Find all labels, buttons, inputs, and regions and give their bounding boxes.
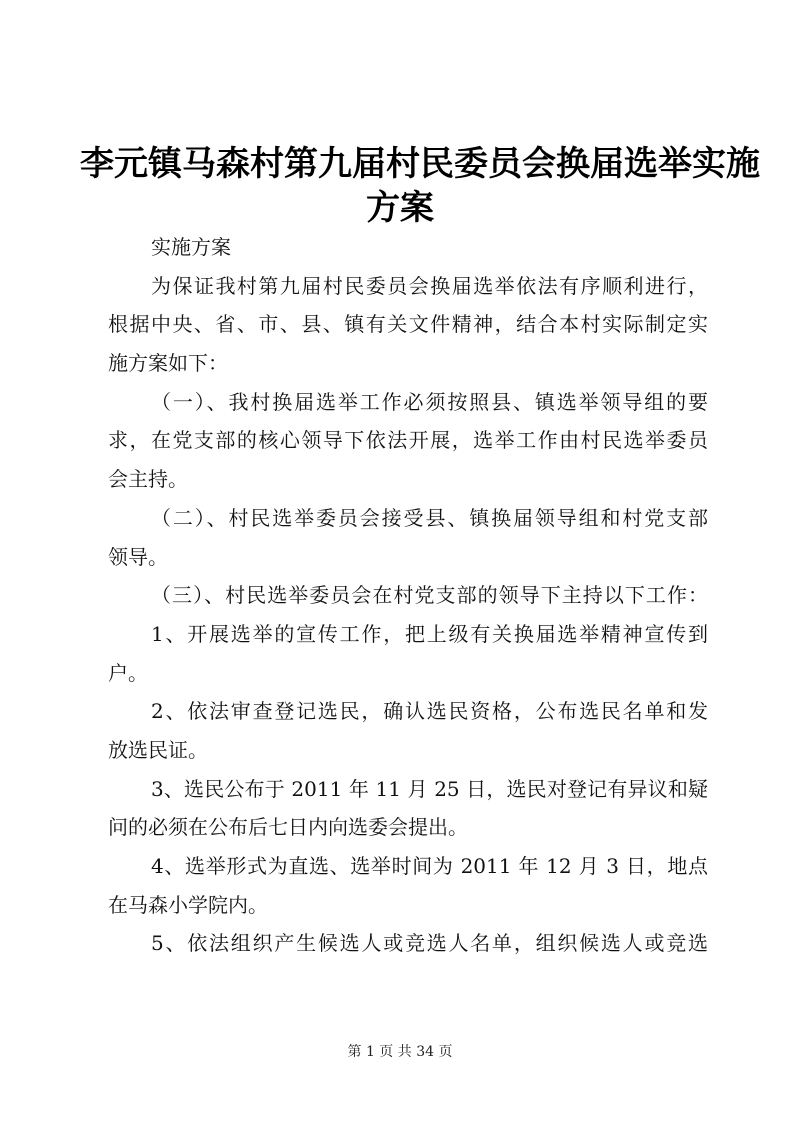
document-title-line-2: 方案 — [366, 188, 434, 228]
document-title-line-1: 李元镇马森村第九届村民委员会换届选举实施 — [80, 144, 760, 184]
paragraph-line: （一）、我村换届选举工作必须按照县、镇选举领导组的要 — [151, 389, 708, 414]
paragraph-line: 4、选举形式为直选、选举时间为 2011 年 12 月 3 日，地点 — [151, 854, 708, 878]
paragraph-line: 会主持。 — [108, 467, 188, 492]
document-body — [108, 228, 708, 963]
paragraph-line: 3、选民公布于 2011 年 11 月 25 日，选民对登记有异议和疑 — [151, 776, 708, 801]
paragraph-line: 施方案如下： — [108, 351, 228, 376]
paragraph-line: （三）、村民选举委员会在村党支部的领导下主持以下工作： — [151, 583, 708, 608]
section-heading: 实施方案 — [151, 235, 231, 259]
paragraph-line: 求，在党支部的核心领导下依法开展，选举工作由村民选举委员 — [108, 428, 708, 453]
paragraph-line: 户。 — [108, 660, 148, 685]
paragraph-line: 为保证我村第九届村民委员会换届选举依法有序顺利进行， — [151, 273, 708, 298]
paragraph-line: 问的必须在公布后七日内向选委会提出。 — [108, 815, 468, 840]
paragraph-line: 5、依法组织产生候选人或竞选人名单，组织候选人或竞选 — [151, 931, 708, 956]
paragraph-line: （二）、村民选举委员会接受县、镇换届领导组和村党支部 — [151, 505, 708, 530]
paragraph-line: 放选民证。 — [108, 737, 208, 762]
paragraph-line: 1、开展选举的宣传工作，把上级有关换届选举精神宣传到 — [151, 621, 708, 646]
paragraph-line: 领导。 — [108, 544, 168, 569]
paragraph-line: 在马森小学院内。 — [108, 892, 268, 917]
paragraph-line: 根据中央、省、市、县、镇有关文件精神，结合本村实际制定实 — [108, 312, 708, 337]
page-footer: 第 1 页 共 34 页 — [347, 1044, 453, 1060]
paragraph-line: 2、依法审查登记选民，确认选民资格，公布选民名单和发 — [151, 699, 708, 724]
